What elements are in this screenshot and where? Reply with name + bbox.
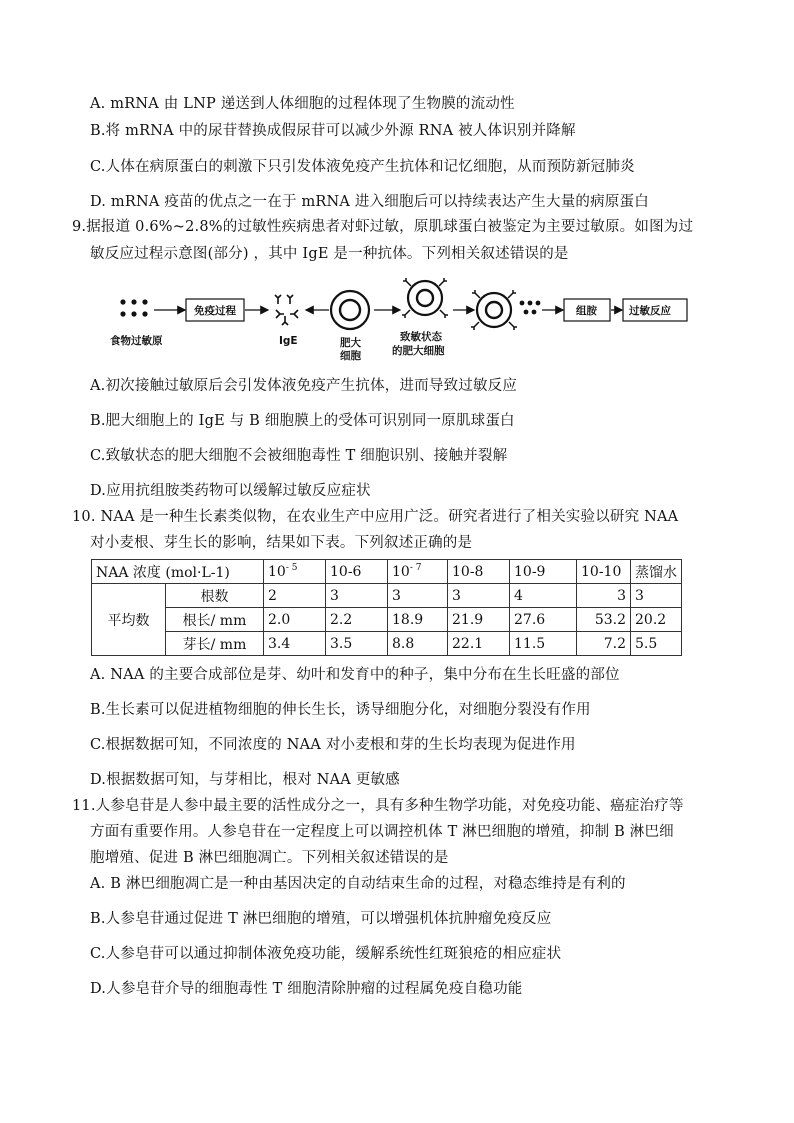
value-cell: 3 [448, 584, 510, 608]
q9-option-b: B.肥大细胞上的 IgE 与 B 细胞膜上的受体可识别同一原肌球蛋白 [90, 413, 515, 429]
q9-option-d: D.应用抗组胺类药物可以缓解过敏反应症状 [90, 483, 371, 499]
row-label-cell: 根数 [166, 584, 264, 608]
value-cell: 2.0 [264, 608, 326, 632]
q11-stem-line1: 11.人参皂苷是人参中最主要的活性成分之一，具有多种生物学功能，对免疫功能、癌症治疗等 [72, 798, 684, 814]
q11-option-a: A. B 淋巴细胞凋亡是一种由基因决定的自动结束生命的过程，对稳态维持是有利的 [90, 876, 626, 892]
q11-option-b: B.人参皂苷通过促进 T 淋巴细胞的增殖，可以增强机体抗肿瘤免疫反应 [90, 911, 552, 927]
table-header-row [92, 560, 682, 584]
value-cell: 5.5 [631, 632, 682, 656]
q9-stem-line1: 9.据报道 0.6%~2.8%的过敏性疾病患者对虾过敏，原肌球蛋白被鉴定为主要过敏原。如图为过 [72, 219, 694, 235]
value-cell: 8.8 [388, 632, 448, 656]
sensitized-label-1: 致敏状态 [400, 331, 442, 343]
q10-stem-line1: 10. NAA 是一种生长素类似物，在农业生产中应用广泛。研究者进行了相关实验以研究 NAA [72, 509, 679, 525]
allergy-process-diagram [110, 274, 690, 366]
value-cell: 3 [326, 584, 388, 608]
value-cell: 11.5 [510, 632, 577, 656]
naa-data-table [91, 559, 682, 656]
value-cell: 22.1 [448, 632, 510, 656]
table-row [92, 584, 682, 608]
histamine-particles-icon [520, 301, 541, 315]
value-cell: 3.5 [326, 632, 388, 656]
q11-stem-line3: 胞增殖、促进 B 淋巴细胞凋亡。下列相关叙述错误的是 [90, 850, 449, 866]
group-label-cell: 平均数 [92, 584, 166, 656]
conc-header-cell: NAA 浓度 (mol·L-1) [92, 560, 264, 584]
mast-cell-icon [331, 291, 369, 329]
q11-option-d: D.人参皂苷介导的细胞毒性 T 细胞清除肿瘤的过程属免疫自稳功能 [90, 981, 523, 997]
q11-option-c: C.人参皂苷可以通过抑制体液免疫功能，缓解系统性红斑狼疮的相应症状 [90, 946, 562, 962]
value-cell: 3 [577, 584, 631, 608]
q10-option-a: A. NAA 的主要合成部位是芽、幼叶和发育中的种子，集中分布在生长旺盛的部位 [90, 667, 620, 683]
table-row [92, 632, 682, 656]
allergen-label: 食物过敏原 [110, 335, 163, 347]
value-cell: 3 [631, 584, 682, 608]
histamine-label: 组胺 [576, 305, 597, 317]
q9-option-c: C.致敏状态的肥大细胞不会被细胞毒性 T 细胞识别、接触并裂解 [90, 448, 508, 464]
value-cell: 53.2 [577, 608, 631, 632]
value-cell: 2.2 [326, 608, 388, 632]
q10-option-d: D.根据数据可知，与芽相比，根对 NAA 更敏感 [90, 772, 400, 788]
conc-cell: 10-10 [577, 560, 631, 584]
q10-stem-line2: 对小麦根、芽生长的影响，结果如下表。下列叙述正确的是 [90, 535, 473, 551]
table-row [92, 608, 682, 632]
value-cell: 18.9 [388, 608, 448, 632]
row-label-cell: 根长/ mm [166, 608, 264, 632]
mast-cell-label-1: 肥大 [340, 337, 361, 349]
allergen-particles-icon [120, 299, 147, 316]
value-cell: 20.2 [631, 608, 682, 632]
conc-cell: 10-8 [448, 560, 510, 584]
ige-label: IgE [279, 335, 298, 347]
mast-cell-label-2: 细胞 [340, 350, 361, 362]
q8-option-a: A. mRNA 由 LNP 递送到人体细胞的过程体现了生物膜的流动性 [90, 96, 515, 112]
sensitized-mast-cell-icon [402, 278, 448, 318]
conc-cell: $10^{- 7}$ [388, 560, 448, 584]
degranulating-mast-cell-icon [471, 290, 517, 330]
q8-option-d: D. mRNA 疫苗的优点之一在于 mRNA 进入细胞后可以持续表达产生大量的病原蛋白 [90, 194, 649, 210]
value-cell: 21.9 [448, 608, 510, 632]
conc-cell: 蒸馏水 [631, 560, 682, 584]
row-label-cell: 芽长/ mm [166, 632, 264, 656]
conc-cell: $10^{- 5}$ [264, 560, 326, 584]
value-cell: 3 [388, 584, 448, 608]
sensitized-label-2: 的肥大细胞 [392, 345, 445, 357]
q10-option-b: B.生长素可以促进植物细胞的伸长生长，诱导细胞分化，对细胞分裂没有作用 [90, 702, 591, 718]
q9-option-a: A.初次接触过敏原后会引发体液免疫产生抗体，进而导致过敏反应 [90, 378, 518, 394]
q9-stem-line2: 敏反应过程示意图(部分) ，其中 IgE 是一种抗体。下列相关叙述错误的是 [90, 246, 569, 262]
reaction-label: 过敏反应 [629, 305, 671, 317]
q8-option-b: B.将 mRNA 中的尿苷替换成假尿苷可以减少外源 RNA 被人体识别并降解 [90, 123, 576, 139]
immune-process-label: 免疫过程 [194, 305, 236, 317]
ige-antibody-icon [275, 295, 298, 325]
value-cell: 7.2 [577, 632, 631, 656]
conc-cell: 10-6 [326, 560, 388, 584]
value-cell: 3.4 [264, 632, 326, 656]
value-cell: 4 [510, 584, 577, 608]
q8-option-c: C.人体在病原蛋白的刺激下只引发体液免疫产生抗体和记忆细胞，从而预防新冠肺炎 [90, 159, 635, 175]
value-cell: 27.6 [510, 608, 577, 632]
q11-stem-line2: 方面有重要作用。人参皂苷在一定程度上可以调控机体 T 淋巴细胞的增殖，抑制 B 淋巴细 [90, 824, 674, 840]
conc-cell: 10-9 [510, 560, 577, 584]
value-cell: 2 [264, 584, 326, 608]
q10-option-c: C.根据数据可知，不同浓度的 NAA 对小麦根和芽的生长均表现为促进作用 [90, 737, 576, 753]
